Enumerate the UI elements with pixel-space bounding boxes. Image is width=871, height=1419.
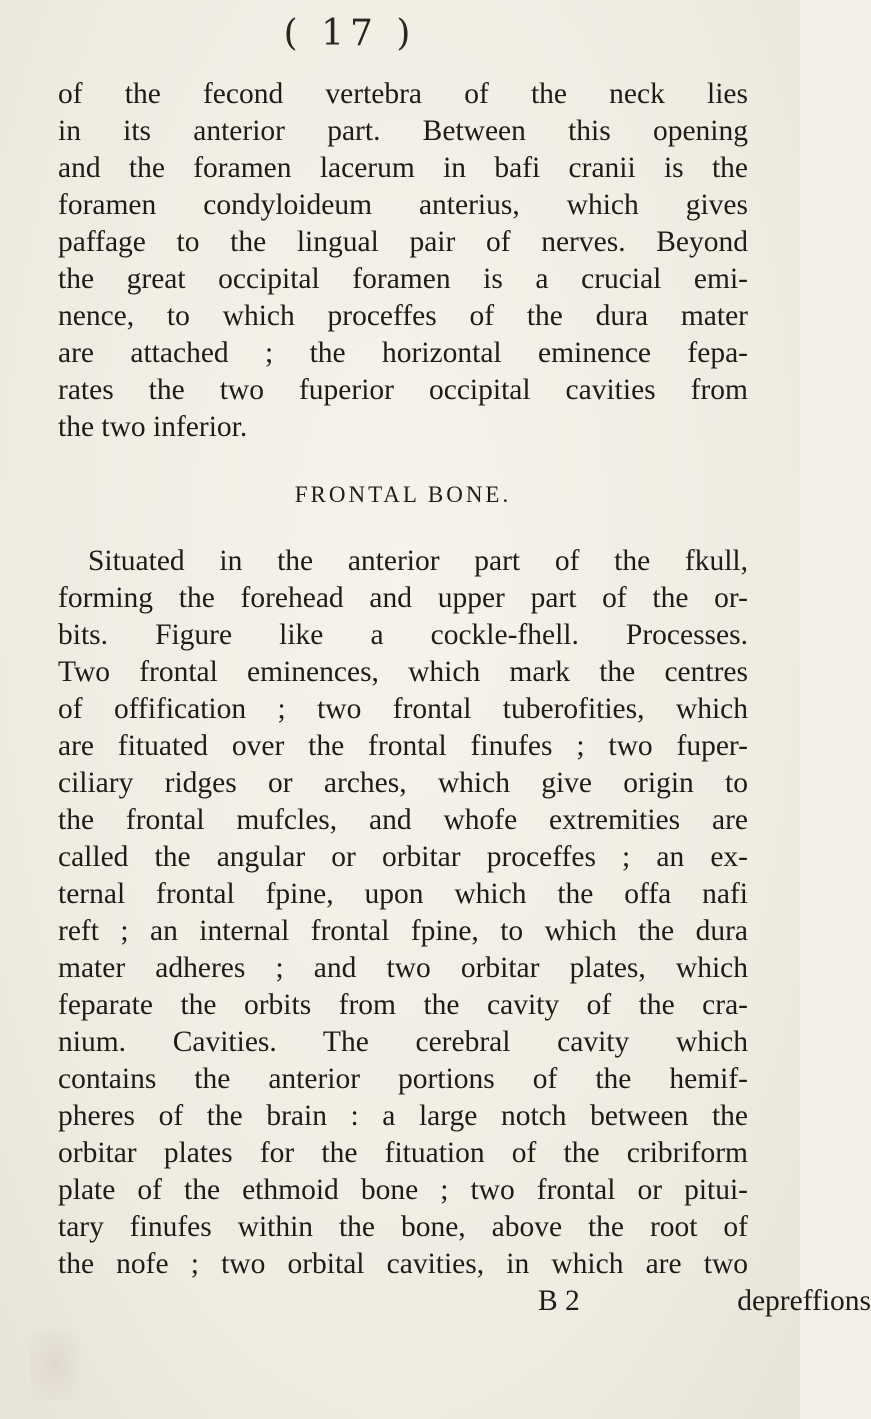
text-line: contains the anterior portions of the hemif- [58, 1063, 748, 1095]
text-line: foramen condyloideum anterius, which gives [58, 189, 748, 221]
text-line: are fituated over the frontal finufes ; two fuper- [58, 730, 748, 762]
text-line: ternal frontal fpine, upon which the offa nafi [58, 878, 748, 910]
signature-mark: B 2 [538, 1285, 580, 1317]
text-line: the frontal mufcles, and whofe extremities are [58, 804, 748, 836]
text-line: and the foramen lacerum in bafi cranii is the [58, 152, 748, 184]
text-line: tary finufes within the bone, above the root of [58, 1211, 748, 1243]
page-footer [58, 1283, 871, 1320]
text-line: nium. Cavities. The cerebral cavity which [58, 1026, 748, 1058]
text-line: of offification ; two frontal tuberofities, which [58, 693, 748, 725]
text-line: feparate the orbits from the cavity of the cra- [58, 989, 748, 1021]
text-line: the great occipital foramen is a crucial emi- [58, 263, 748, 295]
text-line: are attached ; the horizontal eminence fepa- [58, 337, 748, 369]
text-line: reft ; an internal frontal fpine, to which the dura [58, 915, 748, 947]
page-stain [30, 1330, 80, 1400]
text-line: ciliary ridges or arches, which give origin to [58, 767, 748, 799]
text-line: called the angular or orbitar proceffes ; an ex- [58, 841, 748, 873]
text-line: of the fecond vertebra of the neck lies [58, 78, 748, 110]
text-line: in its anterior part. Between this opening [58, 115, 748, 147]
text-line: bits. Figure like a cockle-fhell. Processes. [58, 619, 748, 651]
text-line: forming the forehead and upper part of the or- [58, 582, 748, 614]
section-heading: FRONTAL BONE. [294, 482, 512, 507]
text-line: Two frontal eminences, which mark the centres [58, 656, 748, 688]
text-line: paffage to the lingual pair of nerves. Beyond [58, 226, 748, 258]
text-line: the nofe ; two orbital cavities, in which are two [58, 1248, 748, 1280]
catchword: depreffions [737, 1285, 871, 1317]
text-line: nence, to which proceffes of the dura mater [58, 300, 748, 332]
text-line: pheres of the brain : a large notch between the [58, 1100, 748, 1132]
text-line: plate of the ethmoid bone ; two frontal or pitui- [58, 1174, 748, 1206]
text-line: Situated in the anterior part of the fkull, [88, 545, 748, 577]
page-number: ( 17 ) [283, 13, 417, 54]
text-line: mater adheres ; and two orbitar plates, which [58, 952, 748, 984]
text-line: orbitar plates for the fituation of the cribriform [58, 1137, 748, 1169]
text-line: rates the two fuperior occipital cavities from [58, 374, 748, 406]
text-line: the two inferior. [58, 411, 248, 443]
body-text [58, 76, 871, 1320]
